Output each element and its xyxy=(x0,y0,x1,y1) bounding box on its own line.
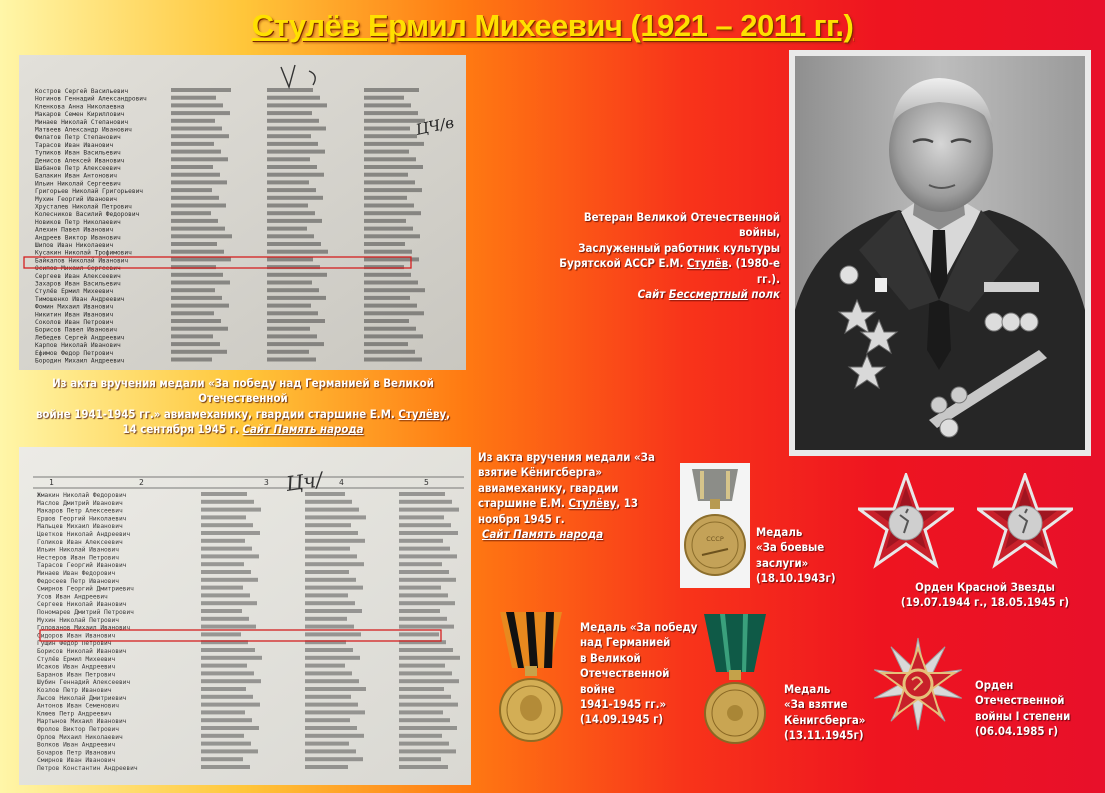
document-row-name: Ершов Георгий Николаевич xyxy=(37,515,127,523)
document-row-name: Тарасов Иван Иванович xyxy=(35,141,114,149)
surname-underlined: Стулёву xyxy=(568,496,617,511)
document-row-name: Петров Константин Андреевич xyxy=(37,765,138,772)
document-row-name: Козлов Петр Иванович xyxy=(37,687,112,694)
document-row-name: Ильин Николай Сергеевич xyxy=(35,180,121,188)
document-row-name: Баранов Иван Петрович xyxy=(37,671,116,679)
caption-line: Орден xyxy=(975,678,1014,692)
photo-caption xyxy=(540,210,780,302)
medal-battle-merit-icon xyxy=(680,463,750,588)
medal-battle-merit-caption xyxy=(756,525,836,587)
document-row-name: Сергеев Иван Алексеевич xyxy=(35,272,121,280)
award-document-scan-1 xyxy=(19,55,466,370)
caption-line: Орден Красной Звезды xyxy=(915,580,1055,594)
document-row-name: Тимошенко Иван Андреевич xyxy=(35,295,125,303)
document-row-name: Колесников Василий Федорович xyxy=(35,211,140,219)
caption-text: , xyxy=(446,406,451,421)
order-red-star-image-2 xyxy=(977,473,1073,571)
document-row-name: Карпов Николай Иванович xyxy=(35,342,121,350)
document-row-name: Бочаров Петр Иванович xyxy=(37,749,116,757)
document-row-name: Пономарев Дмитрий Петрович xyxy=(37,609,134,616)
document-row-name: Макаров Петр Алексеевич xyxy=(37,507,123,515)
award-document-scan-2 xyxy=(19,447,471,785)
document-2-header-col-3: 3 xyxy=(264,478,269,487)
document-row-name: Бородин Михаил Андреевич xyxy=(35,357,125,365)
document-2-canvas xyxy=(19,447,471,785)
document-row-name: Тупиков Иван Васильевич xyxy=(35,149,121,157)
document-row-name: Жмакин Николай Федорович xyxy=(37,492,127,499)
medal-battle-merit-image xyxy=(680,463,750,588)
document-row-name: Маслов Дмитрий Иванович xyxy=(37,499,123,507)
document-row-name: Лысов Николай Дмитриевич xyxy=(37,694,127,702)
surname-underlined: Стулёв xyxy=(687,256,729,271)
document-row-name: Новиков Петр Николаевич xyxy=(35,218,121,226)
document-row-name: Филатов Петр Степанович xyxy=(35,134,121,142)
document-2-handwritten-note: Цч/ xyxy=(284,467,324,496)
page-title: Стулёв Ермил Михеевич (1921 – 2011 гг.) xyxy=(251,8,854,43)
caption-line: авиамеханику, гвардии xyxy=(478,480,619,495)
caption-line: над Германией xyxy=(580,635,671,650)
caption-line: Ветеран Великой Отечественной войны, xyxy=(583,210,780,240)
document-1-caption xyxy=(20,376,466,438)
document-1-caption-line-1: Из акта вручения медали «За победу над Германией в Великой Отечественной xyxy=(52,376,434,406)
document-row-name: Костров Сергей Васильевич xyxy=(35,88,129,95)
document-row-name: Сергеев Николай Иванович xyxy=(37,601,127,609)
medal-victory-caption xyxy=(580,620,697,728)
document-row-name: Стулёв Ермил Михеевич xyxy=(35,288,114,296)
document-1-caption-line-2 xyxy=(20,407,466,422)
document-row-name: Шубин Геннадий Алексеевич xyxy=(37,679,131,687)
document-row-name: Нестеров Иван Петрович xyxy=(37,554,119,562)
document-row-name: Лебедев Сергей Андреевич xyxy=(35,334,125,342)
document-row-name: Макаров Семен Кириллович xyxy=(35,111,125,119)
order-patriotic-war-image xyxy=(872,636,964,732)
red-star-icon xyxy=(858,473,954,571)
document-row-name: Ефимов Федор Петрович xyxy=(35,349,114,357)
document-2-header-col-4: 4 xyxy=(339,478,344,487)
document-row-name: Андреев Виктор Иванович xyxy=(35,234,121,242)
caption-text: Сайт xyxy=(637,287,669,302)
document-row-name: Матвеев Александр Иванович xyxy=(35,126,132,134)
document-1-caption-line-3 xyxy=(20,422,466,437)
document-row-name: Борисов Павел Иванович xyxy=(35,326,117,334)
document-row-name: Клюев Петр Андреевич xyxy=(37,710,112,718)
document-row-name: Ногинов Геннадий Александрович xyxy=(35,95,147,103)
document-2-caption xyxy=(478,450,678,542)
document-row-name: Осипов Михаил Сергеевич xyxy=(35,265,121,273)
veteran-portrait-photo xyxy=(789,50,1091,456)
caption-line: (13.11.1945г) xyxy=(784,728,864,743)
document-row-name: Григорьев Николай Григорьевич xyxy=(35,188,144,196)
document-row-name: Минаев Иван Федорович xyxy=(37,570,116,577)
document-row-name: Смирнов Иван Иванович xyxy=(37,757,116,765)
document-row-name: Федосеев Петр Иванович xyxy=(37,577,119,585)
document-row-name: Исаков Иван Андреевич xyxy=(37,663,116,671)
document-row-name: Голиков Иван Алексеевич xyxy=(37,538,123,546)
document-row-name: Минаев Николай Степанович xyxy=(35,118,129,126)
caption-line: (19.07.1944 г., 18.05.1945 г) xyxy=(900,595,1070,610)
portrait-canvas xyxy=(789,50,1091,456)
document-row-name: Мартынов Михаил Иванович xyxy=(37,718,127,726)
document-1-canvas xyxy=(19,55,466,370)
order-patriotic-war-caption xyxy=(975,678,1070,740)
document-row-name: Захаров Иван Васильевич xyxy=(35,280,121,288)
document-row-name: Цветков Николай Андреевич xyxy=(37,531,131,538)
caption-line: войне xyxy=(580,681,615,696)
caption-line: Кёнигсберга» xyxy=(784,712,866,727)
caption-line: Медаль xyxy=(756,525,803,539)
medal-konigsberg-icon xyxy=(698,612,772,747)
caption-line: Отечественной xyxy=(580,666,670,681)
caption-text: . (1980-е гг.). xyxy=(728,256,780,286)
document-row-name: Гущин Федор Петрович xyxy=(37,640,112,648)
surname-underlined: Стулёву xyxy=(398,406,447,421)
source-link-immortal-regiment[interactable] xyxy=(540,287,780,302)
caption-line: (06.04.1985 г) xyxy=(975,724,1059,739)
caption-line: Заслуженный работник культуры xyxy=(578,240,780,255)
order-red-star-image-1 xyxy=(858,473,954,571)
medal-victory-icon xyxy=(492,610,570,746)
document-2-header-col-2: 2 xyxy=(139,478,144,487)
medal-victory-over-germany-image xyxy=(492,610,570,746)
document-row-name: Сидоров Иван Иванович xyxy=(37,632,116,640)
document-row-name: Мальцев Михаил Иванович xyxy=(37,523,123,531)
document-row-name: Орлов Михаил Николаевич xyxy=(37,733,123,741)
caption-text: войне 1941-1945 гг.» авиамеханику, гвардии старшине Е.М. xyxy=(35,406,399,421)
caption-line xyxy=(478,496,678,511)
caption-line: в Великой xyxy=(580,650,641,665)
document-row-name: Ильин Николай Иванович xyxy=(37,546,119,554)
caption-line: Медаль xyxy=(784,682,831,696)
document-row-name: Усов Иван Андреевич xyxy=(37,593,108,601)
caption-text: Бурятской АССР Е.М. xyxy=(559,256,688,271)
order-patriotic-war-icon xyxy=(872,636,964,732)
document-row-name: Хрусталев Николай Петрович xyxy=(35,203,132,211)
document-row-name: Фомин Михаил Иванович xyxy=(35,303,114,311)
document-row-name: Никитин Иван Иванович xyxy=(35,311,114,319)
order-red-star-caption xyxy=(900,580,1070,611)
document-1-handwritten-note: ЦЧ/в xyxy=(414,113,456,139)
document-row-name: Фролов Виктор Петрович xyxy=(37,726,119,733)
document-row-name: Денисов Алексей Иванович xyxy=(35,157,125,165)
caption-line: ноября 1945 г. xyxy=(478,511,565,526)
caption-line: войны I степени xyxy=(975,708,1071,723)
document-row-name: Соколов Иван Петрович xyxy=(35,319,114,326)
caption-line: «За взятие xyxy=(784,697,848,712)
document-row-name: Стулёв Ермил Михеевич xyxy=(37,655,116,663)
caption-line xyxy=(540,256,780,287)
caption-line: Отечественной xyxy=(975,693,1065,708)
caption-line: (18.10.1943г) xyxy=(756,571,836,586)
document-row-name: Антонов Иван Семенович xyxy=(37,702,119,710)
source-link-memory-of-people[interactable]: Сайт Память народа xyxy=(242,422,364,437)
document-row-name: Борисов Николай Иванович xyxy=(37,648,127,655)
document-row-name: Кусакин Николай Трофимович xyxy=(35,249,132,257)
caption-text: , 13 xyxy=(616,496,638,511)
caption-line: заслуги» xyxy=(756,555,809,570)
caption-line: взятие Кёнигсберга» xyxy=(478,465,603,480)
caption-text: 14 сентября 1945 г. xyxy=(122,422,243,437)
caption-text: старшине Е.М. xyxy=(478,496,569,511)
source-link-memory-of-people[interactable]: Сайт Память народа xyxy=(482,527,604,542)
document-2-header-col-5: 5 xyxy=(424,478,429,487)
document-row-name: Смирнов Георгий Дмитриевич xyxy=(37,585,134,593)
caption-line: Из акта вручения медали «За xyxy=(478,450,655,464)
document-2-header-col-1: 1 xyxy=(49,478,54,487)
caption-line: Медаль «За победу xyxy=(580,620,698,634)
document-row-name: Тарасов Георгий Иванович xyxy=(37,562,127,570)
caption-text: полк xyxy=(747,287,780,302)
medal-konigsberg-caption xyxy=(784,682,865,744)
document-row-name: Шипов Иван Николаевич xyxy=(35,242,114,249)
caption-line: (14.09.1945 г) xyxy=(580,712,664,727)
caption-line: «За боевые xyxy=(756,540,825,555)
document-row-name: Мухин Николай Петрович xyxy=(37,616,119,624)
red-star-icon xyxy=(977,473,1073,571)
svg-text:СССР: СССР xyxy=(706,535,724,543)
document-row-name: Алехин Павел Иванович xyxy=(35,226,114,234)
document-row-name: Волков Иван Андреевич xyxy=(37,741,116,749)
caption-text: Бессмертный xyxy=(668,287,748,302)
document-row-name: Шабанов Петр Алексеевич xyxy=(35,165,121,172)
document-row-name: Балакин Иван Антонович xyxy=(35,172,117,180)
document-row-name: Мухин Георгий Иванович xyxy=(35,195,117,203)
document-row-name: Голованов Михаил Иванович xyxy=(37,624,131,632)
medal-konigsberg-image xyxy=(698,612,772,747)
caption-line: 1941-1945 гг.» xyxy=(580,697,667,712)
document-row-name: Байкалов Николай Иванович xyxy=(35,257,129,265)
document-row-name: Кленкова Анна Николаевна xyxy=(35,103,125,111)
